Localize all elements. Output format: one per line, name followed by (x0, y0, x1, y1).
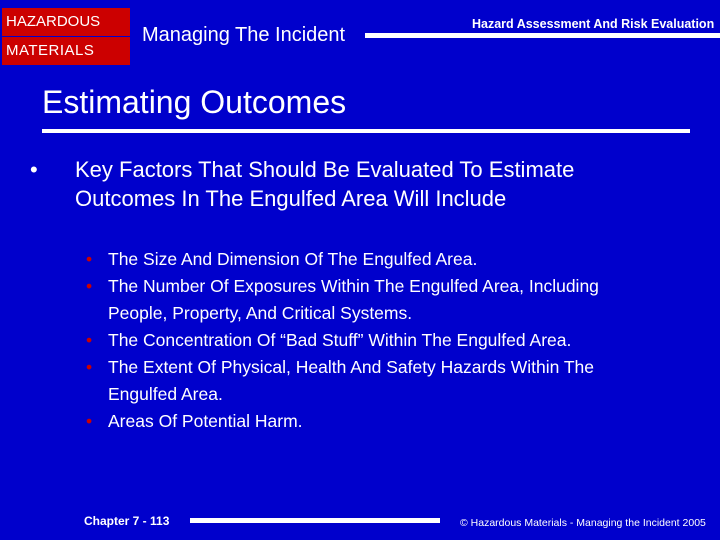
bullet-icon: • (86, 357, 93, 377)
list-item-text: The Concentration Of “Bad Stuff” Within The Engulfed Area. (108, 330, 572, 350)
bullet-icon: • (86, 249, 93, 269)
list-item (86, 327, 606, 354)
bullet-icon: • (86, 330, 93, 350)
bullet-icon: • (30, 157, 38, 182)
sub-bullet-list (86, 246, 606, 435)
list-item-text: The Extent Of Physical, Health And Safety Hazards Within The Engulfed Area. (108, 357, 595, 404)
bullet-icon: • (86, 411, 93, 431)
copyright-notice: © Hazardous Materials - Managing the Incident 2005 (460, 517, 706, 529)
list-item (86, 273, 606, 327)
list-item-text: The Size And Dimension Of The Engulfed Area. (108, 249, 478, 269)
list-item (86, 354, 606, 408)
main-bullet-text: Key Factors That Should Be Evaluated To Estimate Outcomes In The Engulfed Area Will Include (75, 157, 575, 211)
chapter-page-number: Chapter 7 - 113 (84, 514, 170, 528)
list-item-text: The Number Of Exposures Within The Engulfed Area, Including People, Property, And Critical Systems. (108, 276, 599, 323)
list-item-text: Areas Of Potential Harm. (108, 411, 303, 431)
list-item (86, 246, 606, 273)
slide-title: Estimating Outcomes (42, 84, 347, 120)
list-item (86, 408, 606, 435)
logo-materials: MATERIALS (2, 37, 130, 65)
bullet-icon: • (86, 276, 93, 296)
footer-divider (190, 518, 440, 523)
section-title: Hazard Assessment And Risk Evaluation (472, 17, 715, 31)
title-underline (42, 129, 690, 133)
header-divider (365, 33, 720, 38)
main-bullet (30, 155, 590, 213)
header-subtitle: Managing The Incident (142, 24, 346, 46)
logo-hazardous: HAZARDOUS (2, 8, 130, 36)
